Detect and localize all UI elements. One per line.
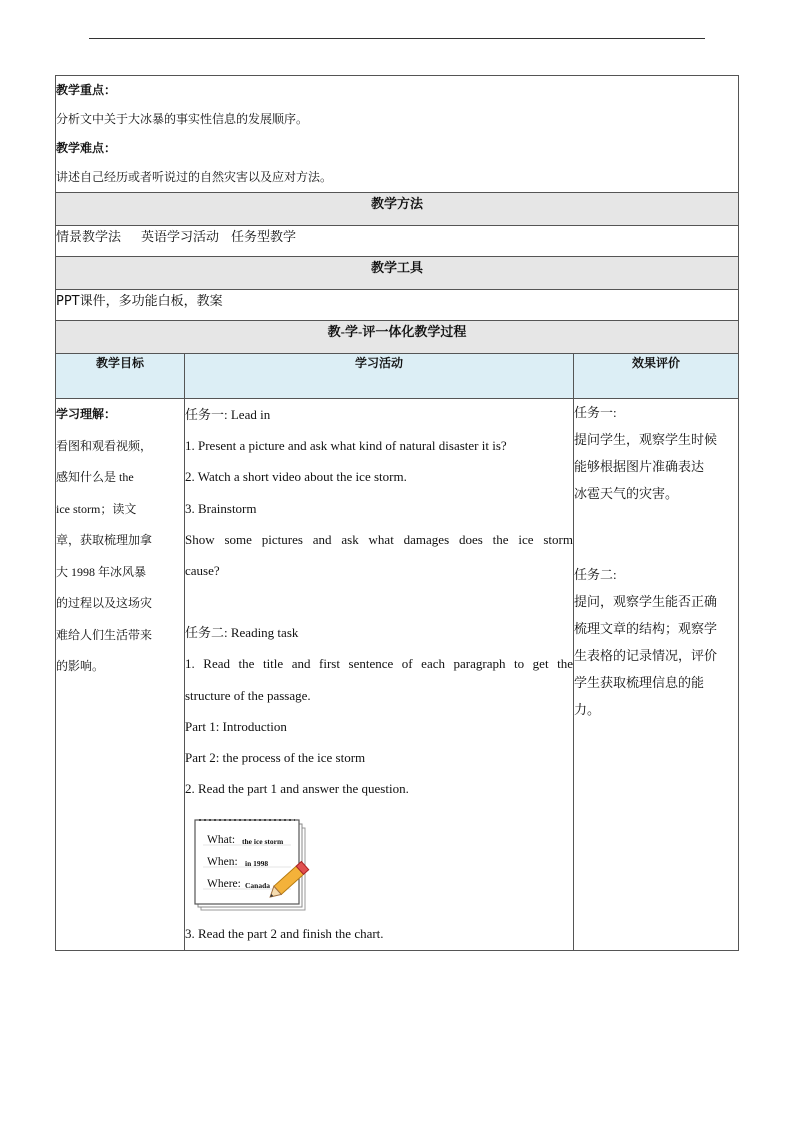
process-body-row [56, 399, 739, 951]
eval-line: 梳理文章的结构；观察学 [574, 621, 718, 636]
method-item: 任务型教学 [231, 230, 297, 245]
goal-label: 学习理解： [56, 407, 117, 421]
goal-line: 看图和观看视频， [56, 438, 153, 453]
key-points-row [56, 76, 739, 193]
task2-title: 任务二: Reading task [185, 625, 299, 641]
eval-task2-label: 任务二: [574, 567, 617, 582]
header-rule [89, 38, 705, 39]
eval-line: 冰雹天气的灾害。 [574, 486, 679, 501]
methods-list [56, 226, 739, 257]
when-value: in 1998 [245, 859, 269, 869]
when-label: When: [207, 856, 238, 869]
task1-step-detail: cause? [185, 563, 220, 579]
goal-line: 大 1998 年冰风暴 [56, 564, 147, 579]
eval-line: 学生获取梳理信息的能 [574, 675, 705, 690]
eval-line: 力。 [574, 702, 601, 717]
tools-row [56, 290, 739, 321]
task1-title: 任务一: Lead in [185, 407, 271, 422]
eval-line: 提问，观察学生能否正确 [574, 594, 718, 609]
column-header-row [56, 354, 739, 399]
goal-line: 的过程以及这场灾 [56, 596, 153, 610]
process-heading: 教-学-评一体化教学过程 [56, 321, 739, 354]
pencil-icon [267, 852, 317, 904]
where-value: Canada [245, 881, 271, 891]
notepad-figure [193, 814, 343, 914]
method-item: 情景教学法 [56, 230, 122, 245]
what-label: What: [207, 834, 236, 847]
task1-step: 1. Present a picture and ask what kind of natural disaster it is? [185, 438, 507, 454]
methods-heading-row [56, 193, 739, 226]
column-header-goal: 教学目标 [56, 354, 185, 399]
eval-line: 能够根据图片准确表达 [574, 459, 705, 474]
tools-text: PPT课件，多功能白板，教案 [56, 290, 739, 321]
goal-line: ice storm；读文 [56, 501, 137, 516]
task2-step: structure of the passage. [185, 687, 311, 703]
focus-text: 分析文中关于大冰暴的事实性信息的发展顺序。 [56, 112, 309, 126]
activity-cell [185, 399, 574, 951]
goal-cell [56, 399, 185, 951]
task1-step: 2. Watch a short video about the ice storm. [185, 469, 407, 485]
what-value: the ice storm [242, 837, 284, 847]
focus-label: 教学重点： [56, 83, 117, 97]
task2-step: 3. Read the part 2 and finish the chart. [185, 926, 384, 942]
evaluation-cell [574, 399, 739, 951]
column-header-activity: 学习活动 [185, 354, 574, 399]
where-label: Where: [207, 878, 241, 891]
task1-step: 3. Brainstorm [185, 500, 257, 516]
goal-line: 章，获取梳理加拿 [56, 533, 153, 547]
structure-part: Part 1: Introduction [185, 718, 287, 734]
eval-line: 生表格的记录情况，评价 [574, 648, 718, 663]
eval-task1-label: 任务一: [574, 405, 617, 420]
structure-part: Part 2: the process of the ice storm [185, 750, 366, 766]
methods-heading: 教学方法 [56, 193, 739, 226]
tools-heading-row [56, 257, 739, 290]
methods-row [56, 226, 739, 257]
method-item: 英语学习活动 [141, 230, 220, 245]
eval-line: 提问学生，观察学生时候 [574, 432, 718, 447]
difficulty-label: 教学难点： [56, 141, 117, 155]
column-header-evaluation: 效果评价 [574, 354, 739, 399]
key-points-cell [56, 76, 739, 193]
tools-heading: 教学工具 [56, 257, 739, 290]
task2-step: 1. Read the title and first sentence of each paragraph to get the [185, 656, 573, 672]
goal-line: 的影响。 [56, 659, 105, 673]
task1-step-detail: Show some pictures and ask what damages does the ice storm [185, 531, 573, 547]
process-heading-row [56, 321, 739, 354]
lesson-plan-table [55, 75, 739, 951]
goal-line: 难给人们生活带来 [56, 627, 153, 642]
task2-step: 2. Read the part 1 and answer the question. [185, 781, 409, 797]
difficulty-text: 讲述自己经历或者听说过的自然灾害以及应对方法。 [56, 170, 333, 184]
goal-line: 感知什么是 the [56, 470, 134, 484]
